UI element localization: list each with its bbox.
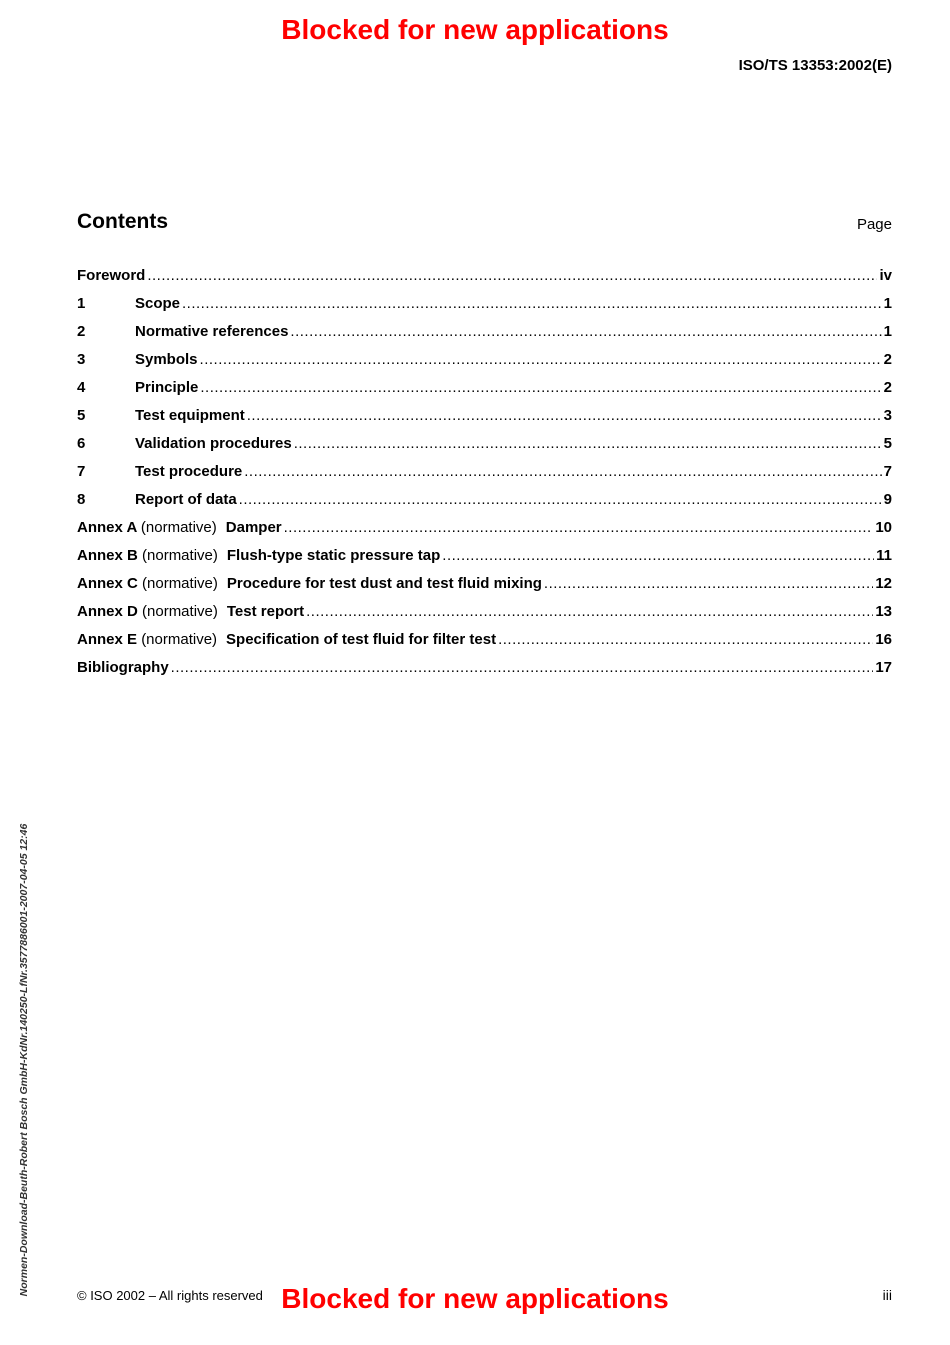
toc-leader-dots [498, 631, 873, 648]
toc-entry[interactable] [77, 267, 892, 295]
toc-clause-number: 4 [77, 379, 86, 396]
toc-annex-type: (normative) [141, 631, 218, 648]
toc-clause-number: 8 [77, 491, 86, 508]
copyright-notice: © ISO 2002 – All rights reserved [77, 1288, 263, 1303]
toc-annex-label [77, 575, 227, 592]
toc-title: Test procedure [135, 463, 243, 480]
toc-clause-number: 6 [77, 435, 86, 452]
toc-annex-letter: Annex C [77, 575, 138, 592]
toc-entry[interactable] [77, 575, 892, 603]
toc-page-number: iv [879, 267, 892, 284]
toc-title: Procedure for test dust and test fluid mixing [226, 575, 542, 592]
toc-entry[interactable] [77, 491, 892, 519]
toc-title: Specification of test fluid for filter test [226, 631, 497, 648]
toc-leader-dots [306, 603, 873, 620]
toc-entry[interactable] [77, 463, 892, 491]
toc-annex-type: (normative) [142, 547, 218, 564]
toc-clause-number: 1 [77, 295, 86, 312]
toc-title: Principle [135, 379, 199, 396]
document-id: ISO/TS 13353:2002(E) [738, 57, 892, 74]
table-of-contents [77, 267, 892, 687]
toc-page-number: 2 [883, 351, 892, 368]
toc-entry[interactable] [77, 603, 892, 631]
page-column-label: Page [856, 216, 892, 233]
toc-clause-number: 3 [77, 351, 86, 368]
toc-leader-dots [200, 379, 881, 396]
toc-annex-letter: Annex D [77, 603, 138, 620]
toc-leader-dots [239, 491, 882, 508]
toc-page-number: 11 [876, 547, 892, 564]
toc-title: Flush-type static pressure tap [226, 547, 441, 564]
toc-leader-dots [171, 659, 874, 676]
toc-clause-number: 2 [77, 323, 86, 340]
toc-page-number: 9 [883, 491, 892, 508]
toc-entry[interactable] [77, 631, 892, 659]
toc-leader-dots [147, 267, 877, 284]
toc-page-number: 7 [883, 463, 892, 480]
toc-title: Validation procedures [135, 435, 292, 452]
toc-leader-dots [247, 407, 882, 424]
toc-annex-type: (normative) [140, 519, 217, 536]
toc-annex-letter: Annex A [77, 519, 137, 536]
toc-annex-letter: Annex B [77, 547, 138, 564]
toc-page-number: 5 [883, 435, 892, 452]
toc-entry[interactable] [77, 323, 892, 351]
toc-clause-number: 5 [77, 407, 86, 424]
download-stamp: Normen-Download-Beuth-Robert Bosch GmbH-KdNr.140250-LfNr.3577886001-2007-04-05 12:46 [18, 823, 30, 1297]
blocked-banner-top: Blocked for new applications [281, 14, 669, 45]
toc-title: Normative references [135, 323, 289, 340]
toc-leader-dots [182, 295, 882, 312]
blocked-banner-bottom: Blocked for new applications [281, 1283, 669, 1314]
toc-title: Damper [225, 519, 282, 536]
toc-title: Bibliography [77, 659, 169, 676]
toc-title: Foreword [77, 267, 146, 284]
toc-entry[interactable] [77, 379, 892, 407]
toc-entry[interactable] [77, 351, 892, 379]
toc-page-number: 1 [883, 323, 892, 340]
toc-page-number: 2 [883, 379, 892, 396]
toc-page-number: 10 [875, 519, 892, 536]
toc-entry[interactable] [77, 407, 892, 435]
toc-leader-dots [244, 463, 881, 480]
toc-title: Scope [135, 295, 181, 312]
toc-annex-label [77, 547, 227, 564]
toc-page-number: 13 [875, 603, 892, 620]
toc-entry[interactable] [77, 519, 892, 547]
toc-page-number: 16 [875, 631, 892, 648]
toc-title: Test equipment [135, 407, 245, 424]
toc-page-number: 17 [875, 659, 892, 676]
toc-title: Test report [226, 603, 305, 620]
toc-clause-number: 7 [77, 463, 86, 480]
toc-page-number: 12 [875, 575, 892, 592]
contents-heading: Contents [77, 210, 168, 233]
toc-entry[interactable] [77, 295, 892, 323]
toc-annex-label [77, 603, 227, 620]
toc-annex-label [77, 631, 226, 648]
toc-title: Report of data [135, 491, 237, 508]
toc-leader-dots [544, 575, 873, 592]
toc-leader-dots [200, 351, 882, 368]
toc-annex-type: (normative) [142, 575, 218, 592]
toc-leader-dots [290, 323, 881, 340]
toc-page-number: 3 [883, 407, 892, 424]
toc-title: Symbols [135, 351, 198, 368]
toc-page-number: 1 [883, 295, 892, 312]
toc-entry[interactable] [77, 435, 892, 463]
toc-leader-dots [442, 547, 874, 564]
toc-leader-dots [294, 435, 882, 452]
toc-annex-letter: Annex E [77, 631, 138, 648]
toc-annex-label [77, 519, 226, 536]
toc-entry[interactable] [77, 659, 892, 687]
toc-leader-dots [284, 519, 874, 536]
toc-annex-type: (normative) [142, 603, 218, 620]
page-number: iii [882, 1287, 892, 1303]
toc-entry[interactable] [77, 547, 892, 575]
